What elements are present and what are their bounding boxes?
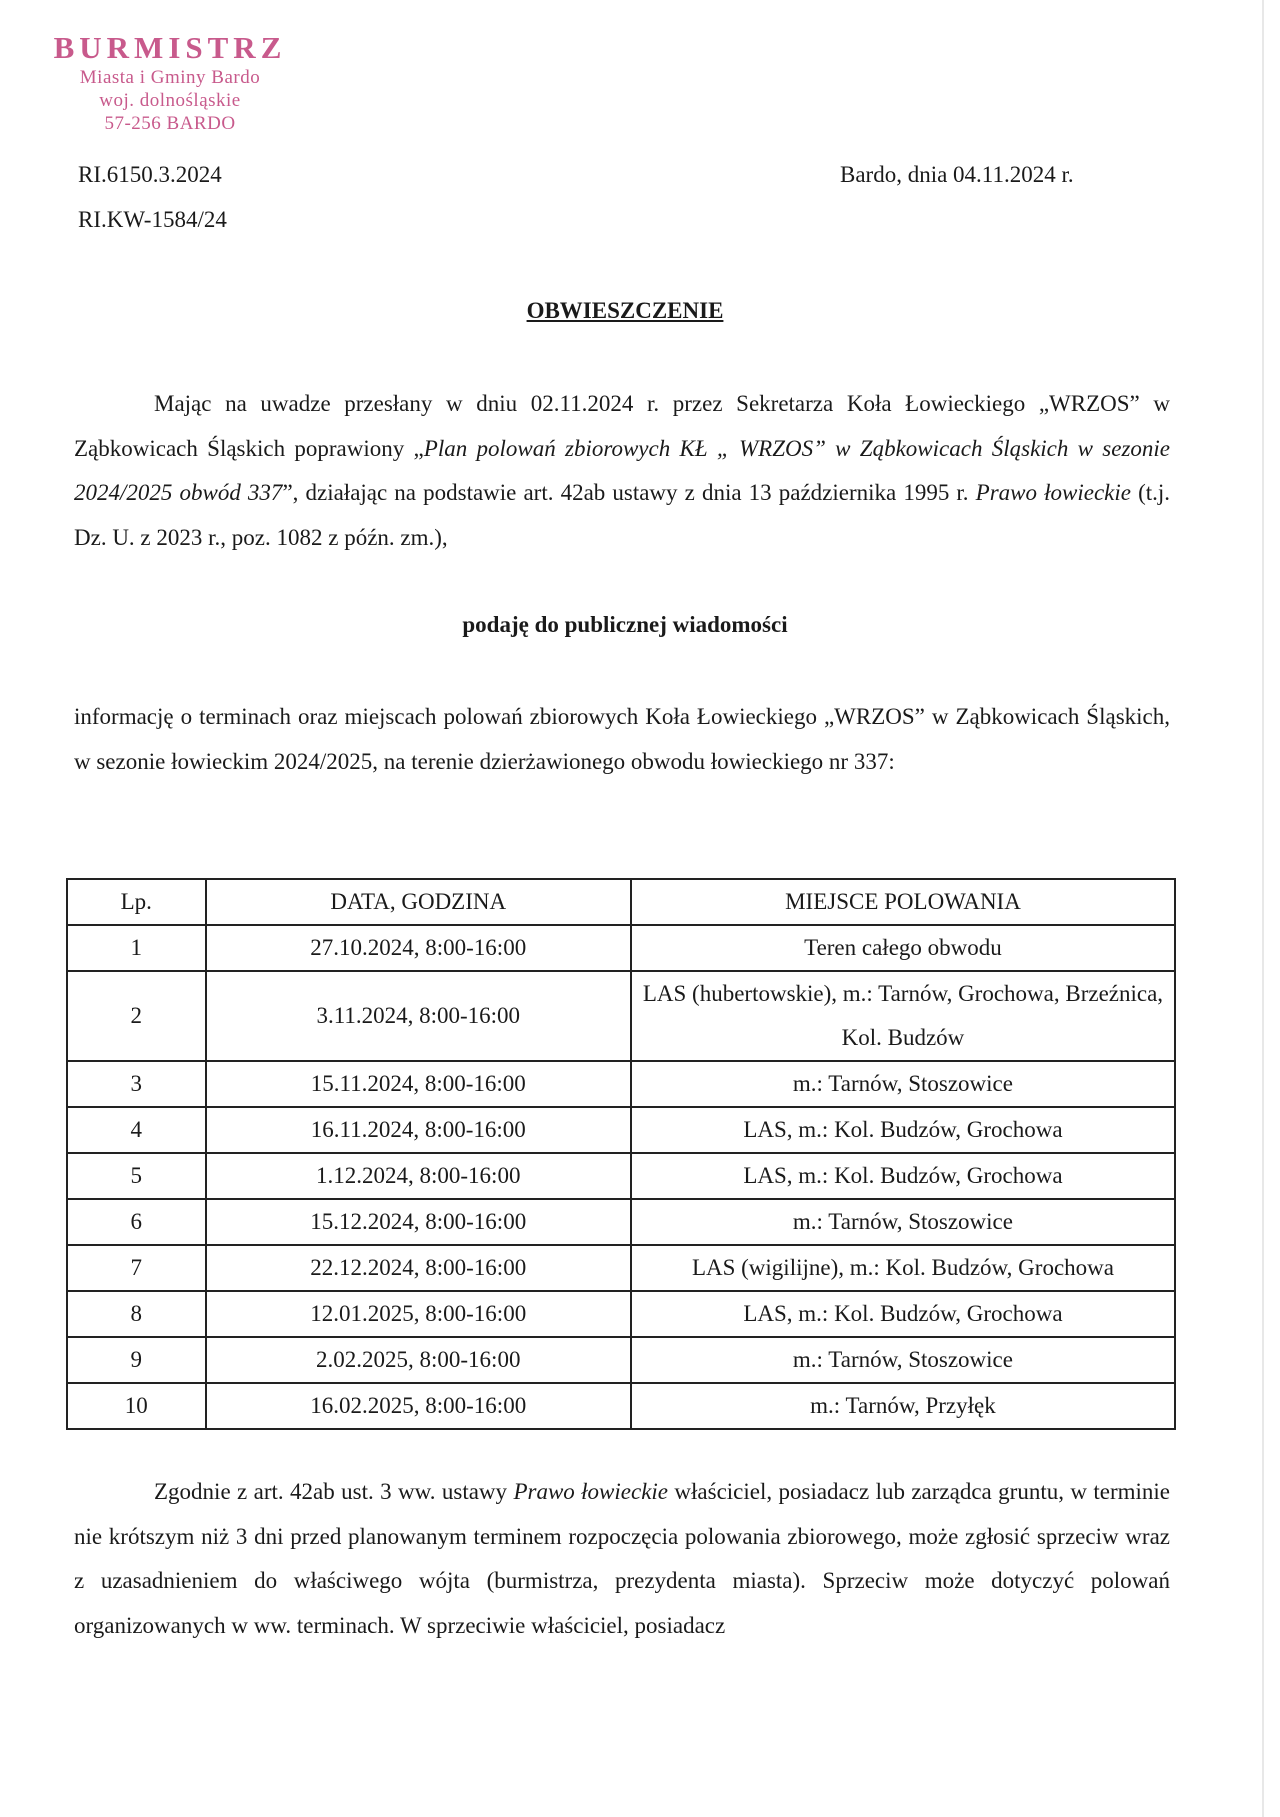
stamp-title: BURMISTRZ [53, 30, 287, 65]
stamp-line-1: Miasta i Gminy Bardo [79, 67, 261, 88]
cell-place: m.: Tarnów, Stoszowice [631, 1061, 1175, 1107]
table-row [67, 1153, 1175, 1199]
cell-place: m.: Tarnów, Stoszowice [631, 1337, 1175, 1383]
cell-date: 15.12.2024, 8:00-16:00 [206, 1199, 631, 1245]
cell-place: m.: Tarnów, Stoszowice [631, 1199, 1175, 1245]
cell-place: LAS (wigilijne), m.: Kol. Budzów, Grochowa [631, 1245, 1175, 1291]
cell-lp: 4 [67, 1107, 206, 1153]
cell-lp: 10 [67, 1383, 206, 1429]
table-row [67, 925, 1175, 971]
closing-law-name: Prawo łowieckie [513, 1479, 669, 1504]
official-stamp [40, 30, 300, 135]
table-row [67, 971, 1175, 1061]
intro-text-3: (t.j. Dz. U. z 2023 r., poz. 1082 z późn. zm.), [74, 480, 1171, 550]
cell-place: LAS, m.: Kol. Budzów, Grochowa [631, 1107, 1175, 1153]
table-row [67, 1291, 1175, 1337]
cell-place: LAS, m.: Kol. Budzów, Grochowa [631, 1153, 1175, 1199]
law-name: Prawo łowieckie [975, 480, 1131, 505]
announcement-heading: podaję do publicznej wiadomości [462, 612, 788, 637]
cell-date: 16.02.2025, 8:00-16:00 [206, 1383, 631, 1429]
cell-lp: 5 [67, 1153, 206, 1199]
intro-text-2: ”, działając na podstawie art. 42ab ustawy z dnia 13 października 1995 r. [282, 480, 976, 505]
cell-date: 27.10.2024, 8:00-16:00 [206, 925, 631, 971]
document-title: OBWIESZCZENIE [526, 298, 724, 323]
reference-number-2: RI.KW-1584/24 [78, 207, 227, 232]
table-row [67, 1061, 1175, 1107]
cell-date: 12.01.2025, 8:00-16:00 [206, 1291, 631, 1337]
intro-paragraph [74, 382, 1170, 560]
table-row [67, 1383, 1175, 1429]
cell-place: LAS, m.: Kol. Budzów, Grochowa [631, 1291, 1175, 1337]
cell-lp: 3 [67, 1061, 206, 1107]
cell-place: m.: Tarnów, Przyłęk [631, 1383, 1175, 1429]
cell-date: 22.12.2024, 8:00-16:00 [206, 1245, 631, 1291]
cell-lp: 6 [67, 1199, 206, 1245]
header-place: MIEJSCE POLOWANIA [631, 879, 1175, 925]
table-row [67, 1245, 1175, 1291]
closing-text-2: właściciel, posiadacz lub zarządca gruntu, w terminie nie krótszym niż 3 dni przed planowanym terminem rozpoczęcia polowania zbiorowego, może zgłosić sprzeciw wraz z uzasadnieniem do właściwego wójta (burmistrza, prezydenta miasta). Sprzeciw może dotyczyć polowań organizowanych w ww. terminach. W sprzeciwie właściciel, posiadacz [74, 1479, 1170, 1638]
stamp-line-2: woj. dolnośląskie [99, 90, 241, 111]
hunt-schedule-table [66, 878, 1176, 1430]
cell-lp: 8 [67, 1291, 206, 1337]
cell-date: 15.11.2024, 8:00-16:00 [206, 1061, 631, 1107]
table-row [67, 1107, 1175, 1153]
stamp-line-3: 57-256 BARDO [104, 113, 236, 134]
cell-date: 16.11.2024, 8:00-16:00 [206, 1107, 631, 1153]
closing-paragraph [74, 1470, 1170, 1648]
cell-place: Teren całego obwodu [631, 925, 1175, 971]
table-header-row [67, 879, 1175, 925]
table-row [67, 1199, 1175, 1245]
header-date: DATA, GODZINA [206, 879, 631, 925]
table-row [67, 1337, 1175, 1383]
page-edge [1262, 0, 1264, 1817]
cell-date: 3.11.2024, 8:00-16:00 [206, 971, 631, 1061]
plan-title: Plan polowań zbiorowych KŁ „ WRZOS” w Ząbkowicach Śląskich w sezonie 2024/2025 obwód 337 [74, 435, 1170, 505]
cell-date: 1.12.2024, 8:00-16:00 [206, 1153, 631, 1199]
cell-date: 2.02.2025, 8:00-16:00 [206, 1337, 631, 1383]
cell-lp: 2 [67, 971, 206, 1061]
header-lp: Lp. [67, 879, 206, 925]
closing-text-1: Zgodnie z art. 42ab ust. 3 ww. ustawy [154, 1479, 514, 1504]
cell-lp: 1 [67, 925, 206, 971]
cell-place: LAS (hubertowskie), m.: Tarnów, Grochowa, Brzeźnica, Kol. Budzów [631, 971, 1175, 1061]
cell-lp: 9 [67, 1337, 206, 1383]
intro-text-1: Mając na uwadze przesłany w dniu 02.11.2024 r. przez Sekretarza Koła Łowieckiego „WRZOS” w Ząbkowicach Śląskich poprawiony „ [74, 391, 1170, 461]
place-and-date: Bardo, dnia 04.11.2024 r. [840, 162, 1074, 187]
reference-number-1: RI.6150.3.2024 [78, 162, 222, 187]
cell-lp: 7 [67, 1245, 206, 1291]
info-paragraph: informację o terminach oraz miejscach polowań zbiorowych Koła Łowieckiego „WRZOS” w Ząbkowicach Śląskich, w sezonie łowieckim 2024/2025, na terenie dzierżawionego obwodu łowieckiego nr 337: [74, 704, 1170, 774]
